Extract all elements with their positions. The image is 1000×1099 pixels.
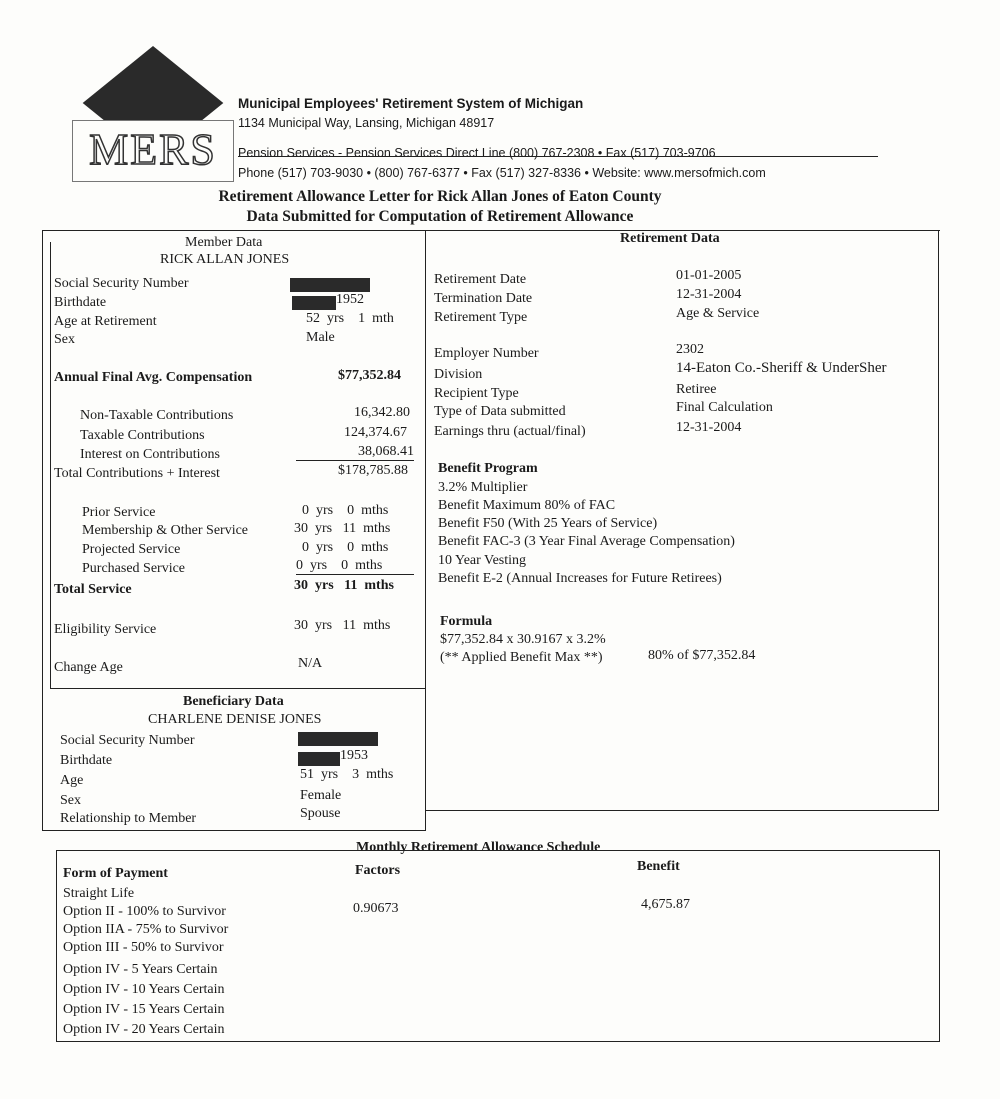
member-name: RICK ALLAN JONES [160, 252, 290, 267]
benefit-program-item: 3.2% Multiplier [438, 480, 528, 495]
schedule-col-benefit: Benefit [637, 859, 680, 874]
org-name: Municipal Employees' Retirement System of Michigan [238, 96, 584, 111]
member-prior-label: Prior Service [82, 505, 156, 520]
member-purchased-label: Purchased Service [82, 561, 186, 576]
termination-date-value: 12-31-2004 [676, 287, 742, 302]
frame-top-border [42, 230, 940, 231]
member-ssn-label: Social Security Number [54, 276, 189, 291]
benefit-program-item: Benefit E-2 (Annual Increases for Future Retirees) [438, 571, 722, 586]
frame-bottom-left-border [42, 830, 426, 831]
schedule-row-form: Option IV - 10 Years Certain [63, 982, 225, 997]
member-nontax-value: 16,342.80 [354, 405, 410, 420]
member-birthdate-redacted [292, 296, 336, 310]
type-of-data-label: Type of Data submitted [434, 404, 566, 419]
member-total-service-value: 30 yrs 11 mths [294, 578, 394, 593]
employer-number-value: 2302 [676, 342, 704, 357]
schedule-row-form: Option IV - 20 Years Certain [63, 1022, 225, 1037]
member-interest-value: 38,068.41 [296, 444, 414, 461]
beneficiary-relationship-label: Relationship to Member [60, 811, 197, 826]
letter-title: Retirement Allowance Letter for Rick Allan Jones of Eaton County [218, 188, 662, 205]
division-label: Division [434, 367, 483, 382]
earnings-thru-value: 12-31-2004 [676, 420, 742, 435]
retirement-data-heading: Retirement Data [620, 231, 720, 246]
schedule-row-form: Option IV - 5 Years Certain [63, 962, 218, 977]
benefit-program-item: Benefit FAC-3 (3 Year Final Average Compensation) [438, 534, 735, 549]
beneficiary-data-heading: Beneficiary Data [183, 694, 284, 709]
beneficiary-sex-label: Sex [60, 793, 81, 808]
member-sex-label: Sex [54, 332, 75, 347]
member-fac-value: $77,352.84 [338, 368, 401, 383]
applied-max-value: 80% of $77,352.84 [648, 648, 756, 663]
beneficiary-birthdate-label: Birthdate [60, 753, 113, 768]
type-of-data-value: Final Calculation [676, 400, 773, 415]
member-change-age-value: N/A [298, 656, 323, 671]
recipient-type-value: Retiree [676, 382, 717, 397]
frame-right-border [938, 230, 939, 810]
retirement-type-label: Retirement Type [434, 310, 528, 325]
frame-column-divider [425, 230, 426, 830]
member-change-age-label: Change Age [54, 660, 123, 675]
member-purchased-value: 0 yrs 0 mths [296, 558, 414, 575]
member-box-left-border [50, 242, 51, 688]
member-sex-value: Male [306, 330, 335, 345]
employer-number-label: Employer Number [434, 346, 539, 361]
earnings-thru-label: Earnings thru (actual/final) [434, 424, 586, 439]
logo: MERS [89, 125, 217, 174]
applied-max-label: (** Applied Benefit Max **) [440, 650, 603, 665]
member-membership-label: Membership & Other Service [82, 523, 249, 538]
phone-line: Phone (517) 703-9030 • (800) 767-6377 • Fax (517) 327-8336 • Website: www.mersofmich.com [238, 166, 766, 180]
benefit-program-item: Benefit F50 (With 25 Years of Service) [438, 516, 658, 531]
member-total-service-label: Total Service [54, 582, 132, 597]
letter-subtitle: Data Submitted for Computation of Retirement Allowance [246, 208, 634, 225]
benefit-program-item: 10 Year Vesting [438, 553, 527, 568]
member-data-heading: Member Data [185, 235, 263, 250]
member-eligibility-value: 30 yrs 11 mths [294, 618, 391, 633]
org-address: 1134 Municipal Way, Lansing, Michigan 48917 [238, 116, 495, 130]
member-projected-value: 0 yrs 0 mths [302, 540, 389, 555]
member-age-label: Age at Retirement [54, 314, 157, 329]
beneficiary-age-value: 51 yrs 3 mths [300, 767, 394, 782]
member-total-contrib-value: $178,785.88 [338, 463, 408, 478]
member-birthdate-label: Birthdate [54, 295, 107, 310]
member-eligibility-label: Eligibility Service [54, 622, 157, 637]
frame-left-border [42, 230, 43, 830]
member-box-bottom-border [50, 688, 426, 689]
schedule-box [56, 850, 940, 1042]
schedule-col-factors: Factors [355, 863, 401, 878]
member-age-value: 52 yrs 1 mth [306, 311, 394, 326]
formula-heading: Formula [440, 614, 493, 629]
recipient-type-label: Recipient Type [434, 386, 519, 401]
beneficiary-birthdate-redacted [298, 752, 340, 766]
schedule-row-form: Straight Life [63, 886, 135, 901]
member-interest-label: Interest on Contributions [80, 447, 220, 462]
member-ssn-redacted [290, 278, 370, 292]
member-nontax-label: Non-Taxable Contributions [80, 408, 234, 423]
retirement-date-label: Retirement Date [434, 272, 527, 287]
member-birthdate-value: 1952 [336, 292, 364, 307]
formula-line: $77,352.84 x 30.9167 x 3.2% [440, 632, 606, 647]
retirement-date-value: 01-01-2005 [676, 268, 742, 283]
member-projected-label: Projected Service [82, 542, 181, 557]
frame-bottom-right-border [425, 810, 939, 811]
division-value: 14-Eaton Co.-Sheriff & UnderSher [676, 360, 887, 376]
header-divider [238, 156, 878, 157]
schedule-col-form: Form of Payment [63, 866, 168, 881]
benefit-program-item: Benefit Maximum 80% of FAC [438, 498, 616, 513]
beneficiary-birthdate-value: 1953 [340, 748, 368, 763]
member-membership-value: 30 yrs 11 mths [294, 521, 391, 536]
beneficiary-relationship-value: Spouse [300, 806, 341, 821]
beneficiary-age-label: Age [60, 773, 84, 788]
schedule-row-factor: 0.90673 [353, 901, 399, 916]
pension-line: Pension Services - Pension Services Direct Line (800) 767-2308 • Fax (517) 703-9706 [238, 146, 716, 160]
schedule-row-benefit: 4,675.87 [641, 897, 690, 912]
member-total-contrib-label: Total Contributions + Interest [54, 466, 220, 481]
schedule-title: Monthly Retirement Allowance Schedule [356, 840, 601, 855]
beneficiary-name: CHARLENE DENISE JONES [148, 712, 322, 727]
beneficiary-ssn-redacted [298, 732, 378, 746]
schedule-row-form: Option III - 50% to Survivor [63, 940, 224, 955]
member-fac-label: Annual Final Avg. Compensation [54, 370, 253, 385]
schedule-row-form: Option IV - 15 Years Certain [63, 1002, 225, 1017]
benefit-program-heading: Benefit Program [438, 461, 538, 476]
beneficiary-sex-value: Female [300, 788, 342, 803]
retirement-type-value: Age & Service [676, 306, 760, 321]
member-tax-value: 124,374.67 [344, 425, 407, 440]
schedule-row-form: Option IIA - 75% to Survivor [63, 922, 229, 937]
termination-date-label: Termination Date [434, 291, 533, 306]
beneficiary-ssn-label: Social Security Number [60, 733, 195, 748]
member-prior-value: 0 yrs 0 mths [302, 503, 389, 518]
schedule-row-form: Option II - 100% to Survivor [63, 904, 226, 919]
member-tax-label: Taxable Contributions [80, 428, 205, 443]
